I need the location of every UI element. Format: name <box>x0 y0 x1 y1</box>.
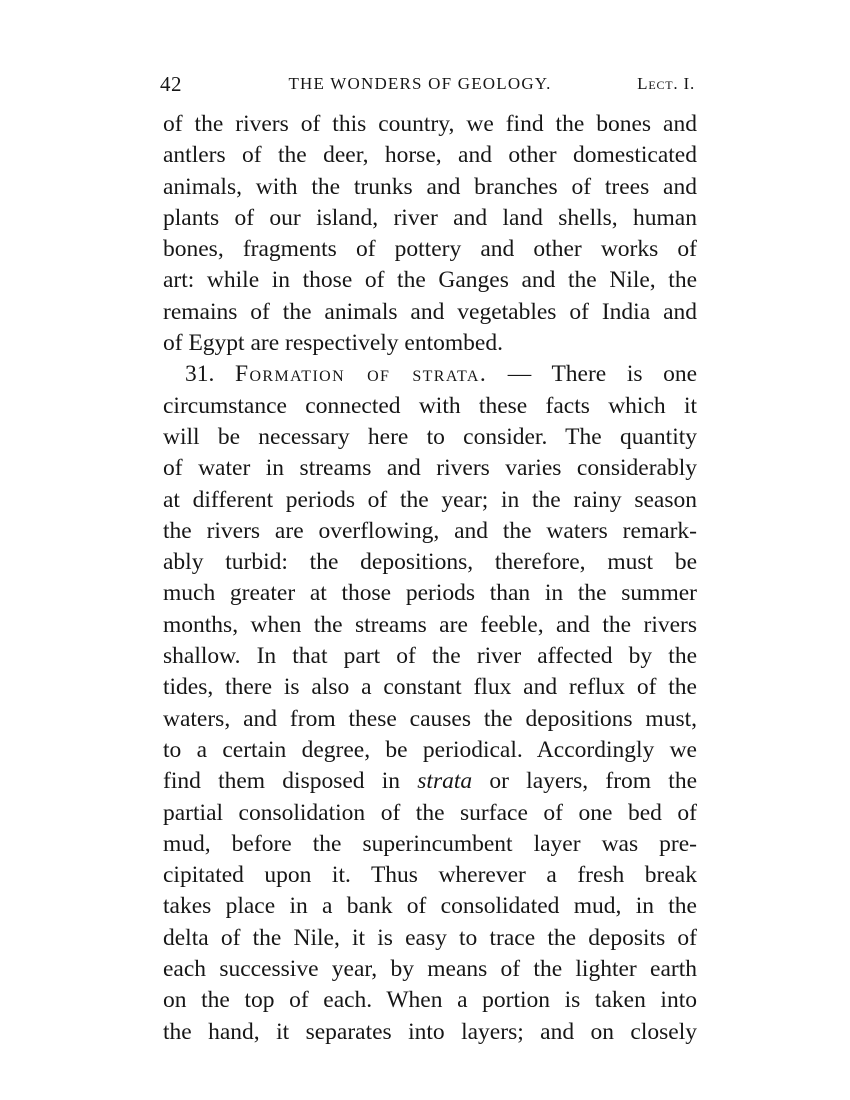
text-line: to a certain degree, be periodical. Accordingly we <box>163 736 697 763</box>
section-heading-line <box>163 359 697 390</box>
strata-line-after: or layers, from the <box>472 768 697 795</box>
text-line: of water in streams and rivers varies considerably <box>163 455 697 482</box>
strata-line-before: find them disposed in <box>163 768 418 795</box>
text-line: much greater at those periods than in the summer <box>163 580 697 607</box>
text-line: antlers of the deer, horse, and other domesticated <box>163 142 697 169</box>
paragraph-1 <box>163 109 697 359</box>
text-line: the hand, it separates into layers; and on closely <box>163 1018 697 1045</box>
heading-line-rest: There is one <box>551 361 698 388</box>
text-line: of the rivers of this country, we find the bones and <box>163 111 697 137</box>
text-line: bones, fragments of pottery and other works of <box>163 236 697 263</box>
section-number: 31. <box>185 361 215 388</box>
text-line: on the top of each. When a portion is taken into <box>163 987 697 1014</box>
text-line: ably turbid: the depositions, therefore, must be <box>163 549 697 576</box>
text-line: mud, before the superincumbent layer was pre- <box>163 830 697 857</box>
lecture-label: Lect. I. <box>637 74 695 93</box>
paragraph-2 <box>163 359 697 1048</box>
text-line: will be necessary here to consider. The quantity <box>163 423 697 450</box>
text-line: each successive year, by means of the lighter earth <box>163 956 697 983</box>
text-line: tides, there is also a constant flux and reflux of the <box>163 674 697 701</box>
running-head <box>160 70 695 100</box>
text-line: at different periods of the year; in the rainy season <box>163 486 697 513</box>
text-line: waters, and from these causes the depositions must, <box>163 705 697 732</box>
book-title: THE WONDERS OF GEOLOGY. <box>288 74 552 93</box>
body-text <box>163 109 697 1048</box>
text-line: plants of our island, river and land shells, human <box>163 204 697 231</box>
heading-dash: — <box>487 361 552 388</box>
text-line: partial consolidation of the surface of one bed of <box>163 799 697 826</box>
text-line: of Egypt are respectively entombed. <box>163 330 503 357</box>
text-line: takes place in a bank of consolidated mud, in the <box>163 893 697 920</box>
page-number: 42 <box>160 72 182 96</box>
text-line: delta of the Nile, it is easy to trace the deposits of <box>163 924 697 951</box>
text-line: shallow. In that part of the river affected by the <box>163 643 697 670</box>
text-line: remains of the animals and vegetables of India and <box>163 298 697 325</box>
strata-italic: strata <box>417 768 473 795</box>
section-heading: Formation of strata. <box>234 361 488 388</box>
text-line: the rivers are overflowing, and the waters remark- <box>163 517 697 544</box>
strata-line <box>163 766 697 797</box>
text-line: art: while in those of the Ganges and the Nile, the <box>163 267 697 294</box>
text-line: animals, with the trunks and branches of trees and <box>163 173 697 200</box>
text-line: circumstance connected with these facts which it <box>163 392 697 419</box>
text-line: months, when the streams are feeble, and the rivers <box>163 611 697 638</box>
text-line: cipitated upon it. Thus wherever a fresh break <box>163 862 697 889</box>
